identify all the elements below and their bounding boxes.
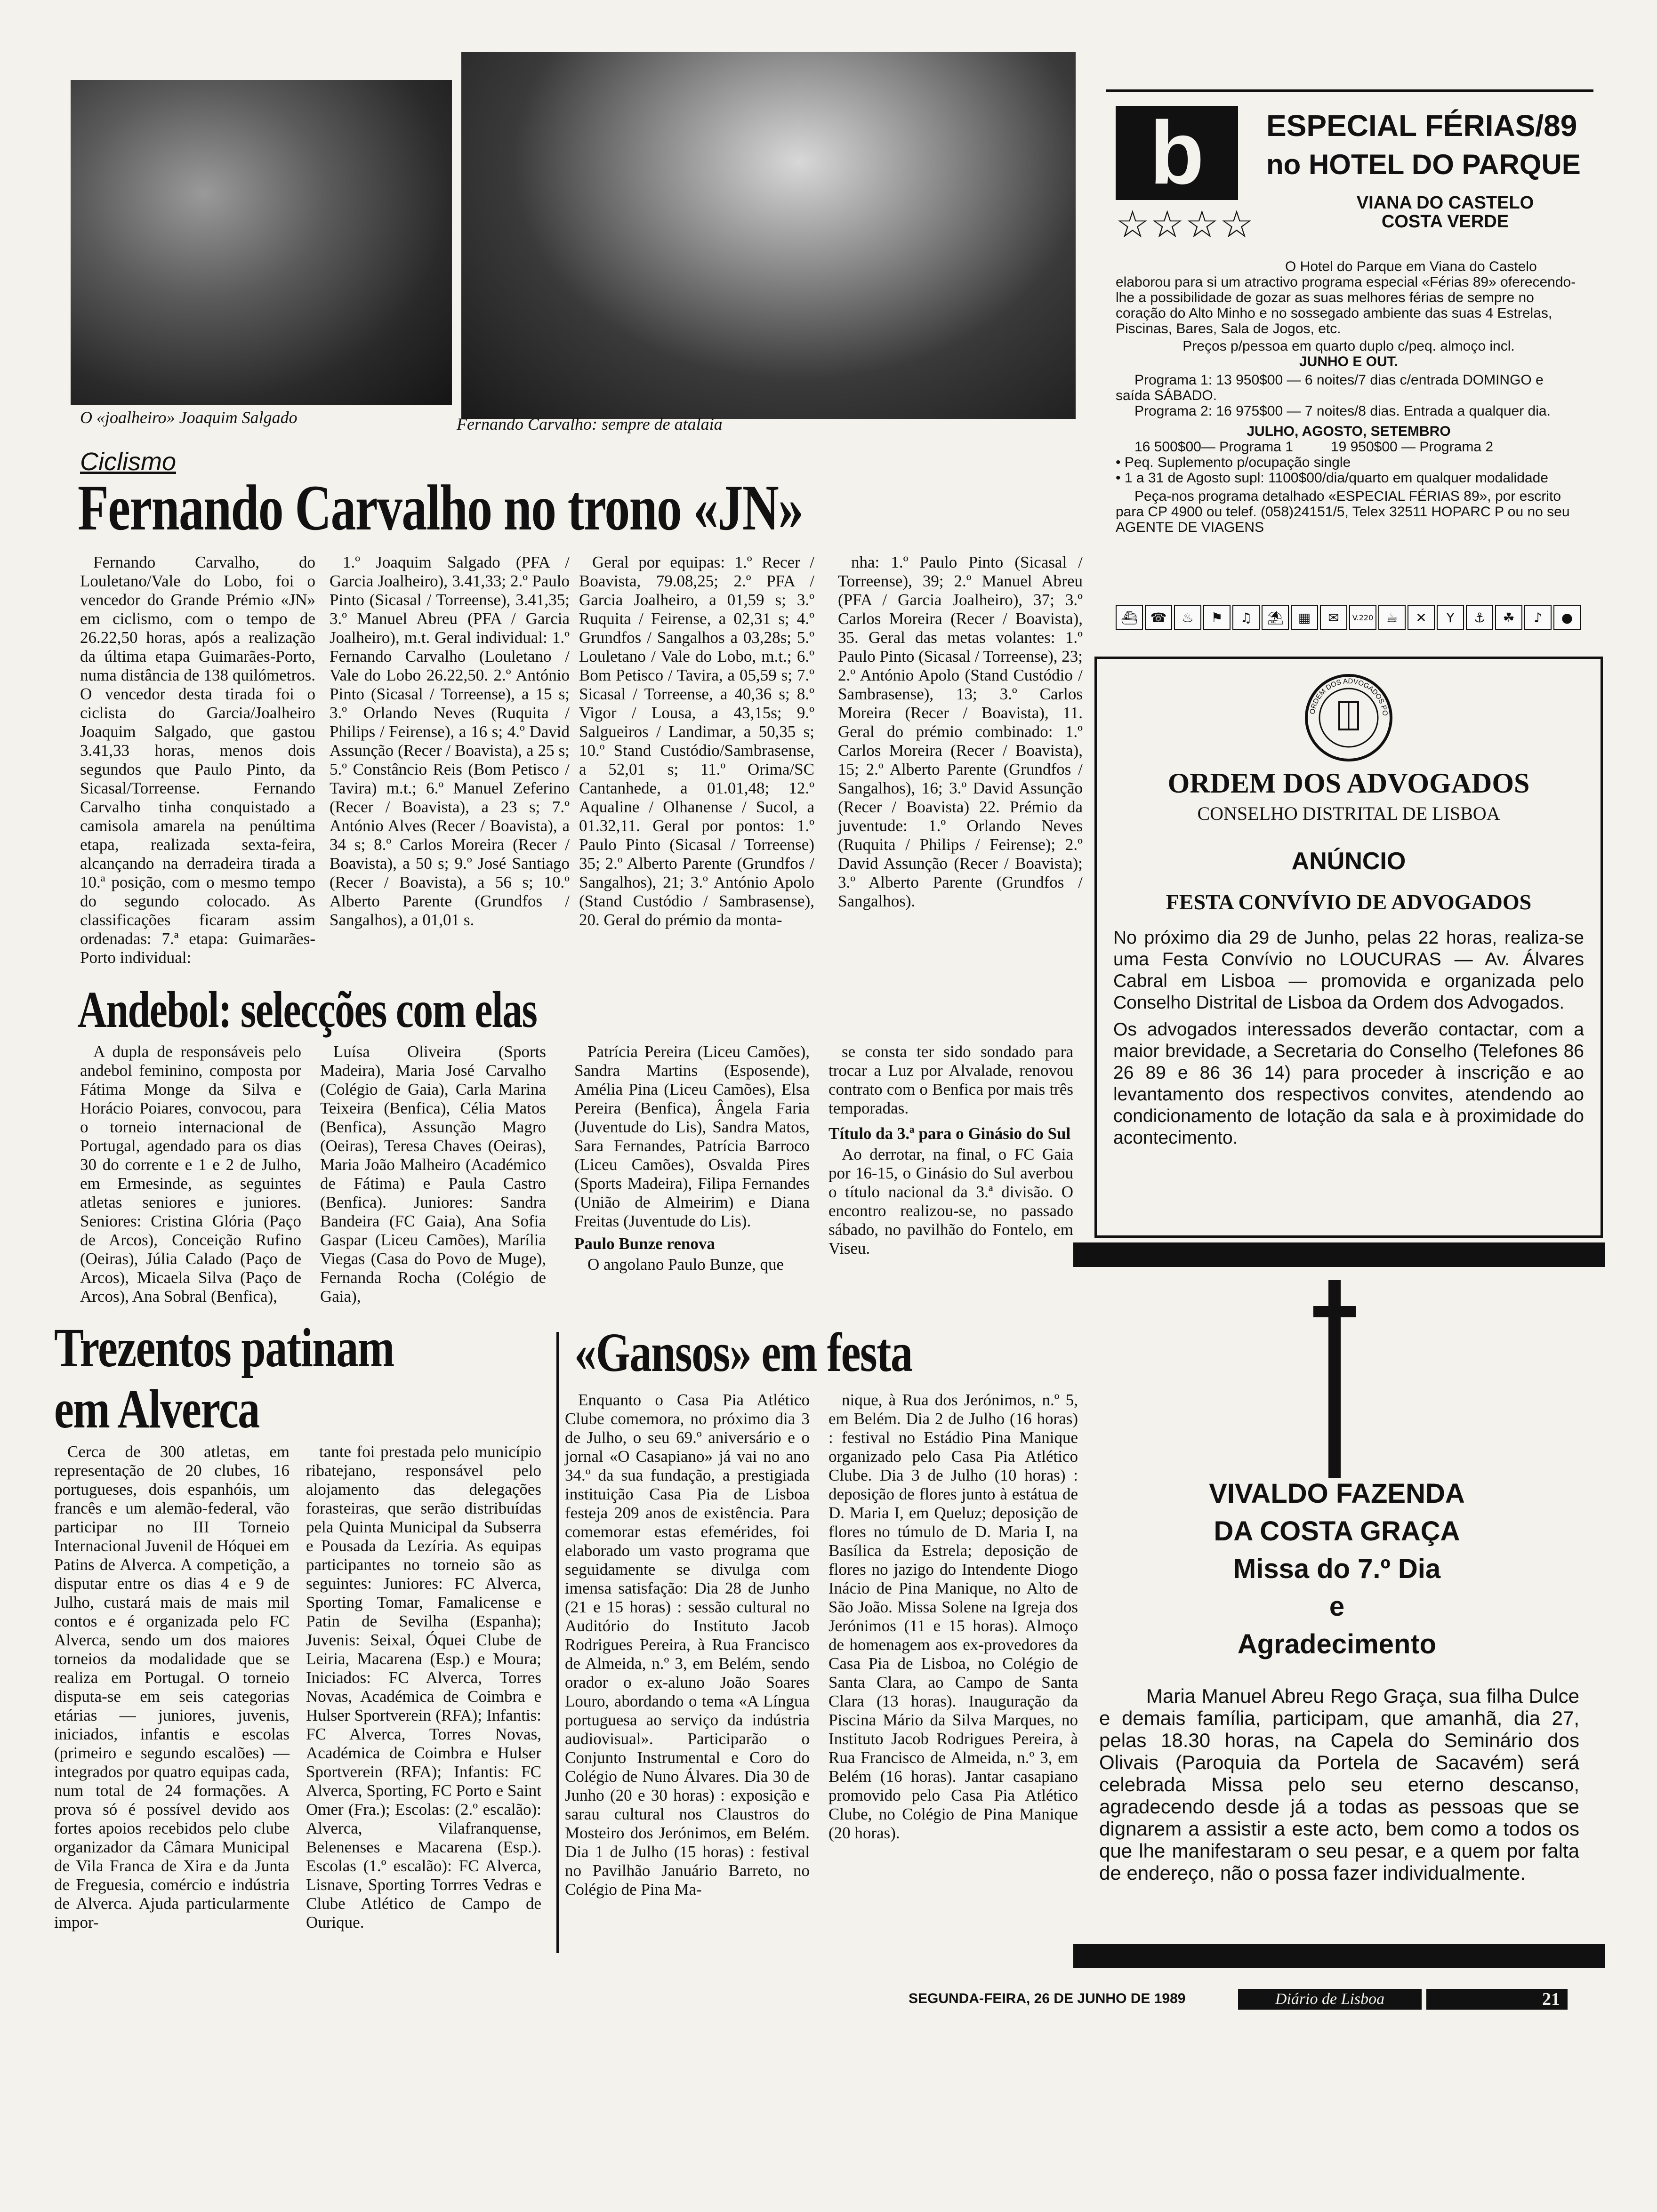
column-divider	[556, 1332, 559, 1953]
flag-icon: ⚑	[1203, 605, 1231, 630]
ferry-icon: ⛴	[1116, 605, 1143, 630]
ordem-para-1: No próximo dia 29 de Junho, pelas 22 horas, realiza-se uma Festa Convívio no LOUCURAS — Av. Álvares Cabral em Lisboa — promovida e organizada pelo Conselho Distrital de Lisboa da Ordem dos Advogados.	[1113, 928, 1584, 1013]
obituary-top-bar	[1073, 1242, 1605, 1267]
cycling-col-3-text: Geral por equipas: 1.º Recer / Boavista, 79.08,25; 2.º PFA / Garcia Joalheiro, a 01,59 s; 3.º Ruquita / Feirense, a 02,31 s; 4.º Grundfos / Sangalhos a 03,28s; 5.º Louletano / Vale do Lobo, m.t.; 6.º Bom Petisco / Tavira, a 05,59 s; 7.º Sicasal / Torreense, a 40,36 s; 8.º Vigor / Lousa, a 43,15s; 9.º Salgueiros / Landimar, a 50,35 s; 10.º Stand Custódio/Sambrasense, a 52,01 s; 11.º Orima/SC Cantanhede, a 01.01,48; 12.º Aqualine / Olhanense / Sucol, a 01.32,11. Geral por pontos: 1.º Paulo Pinto (Sicasal / Torreense) 35; 2.º Alberto Parente (Grundfos / Sangalhos), 21; 3.º António Apolo (Stand Custódio / Sambrasense), 20. Geral do prémio da monta-	[579, 553, 814, 929]
patinam-col-2	[306, 1443, 541, 1934]
hotel-note-2: • 1 a 31 de Agosto supl: 1100$00/dia/quarto em qualquer modalidade	[1116, 470, 1548, 486]
gansos-col-1-text: Enquanto o Casa Pia Atlético Clube comemora, no próximo dia 3 de Julho, o seu 69.º aniversário e o jornal «O Casapiano» já vai no ano 34.º da sua fundação, a prestigiada instituição Casa Pia de Lisboa festeja 209 anos de existência. Para comemorar estas efemérides, foi elaborado um vasto programa que seguidamente se divulga com imensa satisfação: Dia 28 de Junho (21 e 15 horas) : sessão cultural no Auditório do Instituto Jacob Rodrigues Pereira, à Rua Francisco de Almeida, n.º 3, em Belém, sendo orador o ex-aluno João Soares Louro, abordando o tema «A Língua portuguesa ao serviço da indústria audiovisual». Participarão o Conjunto Instrumental e Coro do Colégio de Nuno Álvares. Dia 30 de Junho (20 e 30 horas) : exposição e sarau cultural nos Claustros do Mosteiro dos Jerónimos, em Belém. Dia 1 de Julho (15 horas) : festival no Pavilhão Januário Barreto, no Colégio de Pina Ma-	[565, 1391, 810, 1899]
ordem-title: ORDEM DOS ADVOGADOS	[1167, 768, 1530, 799]
hotel-june-header: JUNHO E OUT.	[1299, 354, 1399, 369]
obituary-e: e	[1329, 1591, 1345, 1622]
hotel-logo-letter: b	[1149, 103, 1205, 203]
hotel-ad-title: ESPECIAL FÉRIAS/89	[1266, 109, 1577, 143]
mail-icon: ✉	[1320, 605, 1347, 630]
obituary-body: Maria Manuel Abreu Rego Graça, sua filha Dulce e demais família, participam, que amanhã, dia 27, pelas 18.30 horas, na Capela do Seminário dos Olivais (Paroquia da Portela de Sacavém) será celebrada Missa pelo seu eterno descanso, agradecendo desde já a todas as pessoas que se dignarem a assistir a este acto, bem como a todos os que lhe manifestaram o seu pesar, e a quem por falta de endereço, não o possa fazer individualmente.	[1099, 1685, 1579, 1884]
andebol-subhead-bunze: Paulo Bunze renova	[574, 1234, 715, 1253]
gansos-headline: «Gansos» em festa	[574, 1322, 912, 1383]
footer-paper-name	[1238, 1989, 1422, 2010]
andebol-col-3-tail: O angolano Paulo Bunze, que	[587, 1255, 784, 1274]
andebol-col-2	[320, 1042, 546, 1308]
patinam-headline-2: em Alverca	[54, 1378, 259, 1440]
hotel-amenities	[1116, 605, 1583, 630]
patinam-headline-1: Trezentos patinam	[54, 1317, 394, 1378]
cycling-col-2	[330, 553, 570, 931]
top-rule	[1106, 89, 1593, 92]
andebol-col-4	[828, 1042, 1073, 1260]
patinam-col-1-text: Cerca de 300 atletas, em representação de 20 clubes, 16 portugueses, dois espanhóis, um francês e um alemão-federal, vão participar no III Torneio Internacional Juvenil de Hóquei em Patins de Alverca. A competição, a disputar entre os dias 4 e 9 de Julho, custará mais de mais mil contos e é organizada pelo FC Alverca, sendo um dos maiores torneios da modalidade que se realiza em Portugal. O torneio disputa-se em seis categorias etárias — juniores, juvenis, iniciados, infantis e escolas (primeiro e segundo escalões) — integrados por quatro equipas cada, num total de 24 formações. A prova só é possível devido aos fortes apoios recebidos pelo clube organizador da Câmara Municipal de Vila Franca de Xira e da Junta de Freguesia, comércio e indústria de Alverca. Ajuda particularmente impor-	[54, 1443, 290, 1931]
voltage-icon: V.220	[1349, 605, 1376, 630]
hot-springs-icon: ♨	[1174, 605, 1201, 630]
gansos-col-2	[828, 1391, 1078, 1844]
cycling-col-1-text: Fernando Carvalho, do Louletano/Vale do Lobo, foi o vencedor do Grande Prémio «JN» em ciclismo, com o tempo de 26.22,50 horas, após a realização da última etapa Guimarães-Porto, numa distância de 138 quilómetros. O vencedor desta tirada foi o ciclista do Garcia/Joalheiro Joaquim Salgado, que gastou 3.41,33 horas, menos dois segundos que Paulo Pinto, da Sicasal/Torreense. Fernando Carvalho tinha conquistado a camisola amarela na penúltima etapa, realizada sexta-feira, alcançando na derradeira tirada a 10.ª posição, com o mesmo tempo do segundo colocado. As classificações ficaram assim ordenadas: 7.ª etapa: Guimarães-Porto individual:	[80, 553, 315, 967]
footer-date: SEGUNDA-FEIRA, 26 DE JUNHO DE 1989	[909, 1991, 1186, 2006]
music-icon: ♫	[1232, 605, 1260, 630]
andebol-col-1-text: A dupla de responsáveis pelo andebol feminino, composta por Fátima Monge da Silva e Horácio Poiares, convocou, para o torneio internacional de Portugal, agendado para os dias 30 do corrente e 1 e 2 de Julho, em Ermesinde, as seguintes atletas seniores e juniores. Seniores: Cristina Glória (Paço de Arcos), Conceição Rufino (Oeiras), Júlia Calado (Paço de Arcos), Micaela Silva (Paço de Arcos), Ana Sobral (Benfica),	[80, 1042, 301, 1306]
hotel-logo	[1116, 103, 1238, 203]
hotel-contact: Peça-nos programa detalhado «ESPECIAL FÉRIAS 89», por escrito para CP 4900 ou telef. (058)24151/5, Telex 32511 HOPARC P ou no seu AGENTE DE VIAGENS	[1116, 489, 1570, 535]
cycling-col-4-text: nha: 1.º Paulo Pinto (Sicasal / Torreense), 39; 2.º Manuel Abreu (PFA / Garcia Joalheiro), 37; 3.º Carlos Moreira (Recer / Boavista), 35. Geral das metas volantes: 1.º Paulo Pinto (Sicasal / Torreense), 23; 2.º António Apolo (Stand Custódio / Sambrasense), 13; 3.º Carlos Moreira (Recer / Boavista), 11. Geral do prémio combinado: 1.º Carlos Moreira (Recer / Boavista), 15; 2.º Alberto Parente (Grundfos / Sangalhos), 16; 3.º David Assunção (Recer / Boavista) 22. Prémio da juventude: 1.º Orlando Neves (Ruquita / Philips / Feirense); 2.º David Assunção (Recer / Boavista); 3.º Alberto Parente (Grundfos / Sangalhos).	[838, 553, 1083, 910]
andebol-col-3	[574, 1042, 810, 1276]
hotel-body	[1116, 259, 1582, 535]
hotel-ad-subtitle: no HOTEL DO PARQUE	[1266, 149, 1581, 180]
obituary-bottom-bar	[1073, 1944, 1605, 1968]
hotel-prog-1: Programa 1: 13 950$00 — 6 noites/7 dias c/entrada DOMINGO e saída SÁBADO.	[1116, 372, 1544, 403]
hotel-summer-p2: 19 950$00 — Programa 2	[1330, 439, 1494, 455]
ordem-para-2: Os advogados interessados deverão contactar, com a maior brevidade, a Secretaria do Conselho (Telefones 86 26 89 e 86 36 14) para proceder à inscrição e ao levantamento dos respectivos convites, atendendo ao condicionamento de lotação da sala e à proximidade do acontecimento.	[1113, 1019, 1584, 1148]
note-icon: ♪	[1524, 605, 1552, 630]
photo-fernando-carvalho	[461, 52, 1076, 419]
obituary-name-2: DA COSTA GRAÇA	[1214, 1516, 1460, 1547]
plant-icon: ☘	[1495, 605, 1522, 630]
footer-paper-name-text: Diário de Lisboa	[1275, 1990, 1385, 2008]
obituary-name-1: VIVALDO FAZENDA	[1209, 1478, 1465, 1509]
footer-page-number	[1426, 1989, 1568, 2010]
cocktail-icon: Y	[1437, 605, 1464, 630]
andebol-col-4-text: se consta ter sido sondado para trocar a Luz por Alvalade, renovou contrato com o Benfica por mais três temporadas.	[828, 1042, 1073, 1117]
ordem-seal-icon	[1304, 673, 1393, 762]
ordem-ad	[1094, 657, 1603, 1238]
hotel-location-2: COSTA VERDE	[1381, 212, 1509, 232]
cross-icon	[1313, 1280, 1356, 1478]
phone-icon: ☎	[1145, 605, 1172, 630]
photo-caption-right: Fernando Carvalho: sempre de atalaia	[457, 415, 723, 433]
hotel-intro: O Hotel do Parque em Viana do Castelo elaborou para si um atractivo programa especial «Férias 89» oferecendo-lhe a possibilidade de gozar as suas melhores férias de sempre no coração do Alto Minho e no sossegado ambiente das suas 4 Estrelas, Piscinas, Bares, Sala de Jogos, etc.	[1116, 259, 1576, 337]
cycling-col-1	[80, 553, 315, 969]
andebol-subhead-ginasio: Título da 3.ª para o Ginásio do Sul	[828, 1124, 1071, 1143]
hotel-stars: ☆☆☆☆	[1116, 202, 1255, 246]
gansos-col-1	[565, 1391, 810, 1901]
beach-icon: ⛱	[1262, 605, 1289, 630]
anchor-icon: ⚓	[1466, 605, 1493, 630]
obituary-missa: Missa do 7.º Dia	[1233, 1554, 1441, 1584]
andebol-col-4-tail: Ao derrotar, na final, o FC Gaia por 16-15, o Ginásio do Sul averbou o título nacional da 3.ª divisão. O encontro realizou-se, no passado sábado, no pavilhão do Fontelo, em Viseu.	[828, 1145, 1073, 1258]
photo-joaquim-salgado	[71, 80, 452, 405]
hotel-prog-2: Programa 2: 16 975$00 — 7 noites/8 dias. Entrada a qualquer dia.	[1134, 403, 1551, 419]
ordem-label: ANÚNCIO	[1291, 848, 1406, 875]
section-kicker: Ciclismo	[80, 448, 177, 476]
hotel-prices-line: Preços p/pessoa em quarto duplo c/peq. almoço incl.	[1182, 338, 1515, 354]
hotel-location-1: VIANA DO CASTELO	[1356, 193, 1534, 213]
andebol-headline: Andebol: selecções com elas	[78, 981, 537, 1038]
andebol-col-2-text: Luísa Oliveira (Sports Madeira), Maria José Carvalho (Colégio de Gaia), Carla Marina Teixeira (Benfica), Célia Matos (Benfica), Assunção Magro (Oeiras), Teresa Chaves (Oeiras), Maria João Malheiro (Académico de Fátima) e Paula Castro (Benfica). Juniores: Sandra Bandeira (FC Gaia), Ana Sofia Gaspar (Liceu Camões), Marília Viegas (Casa do Povo de Muge), Fernanda Rocha (Colégio de Gaia),	[320, 1042, 546, 1306]
gansos-col-2-text: nique, à Rua dos Jerónimos, n.º 5, em Belém. Dia 2 de Julho (16 horas) : festival no Estádio Pina Manique organizado pelo Casa Pia Atlético Clube. Dia 3 de Julho (10 horas) : deposição de flores junto à estátua de D. Maria I, em Queluz; deposição de flores no túmulo de D. Maria I, na Basílica da Estrela; deposição de flores no jazigo do Intendente Diogo Inácio de Pina Manique, no Alto de São João. Missa Solene na Igreja dos Jerónimos (11 e 15 horas). Almoço de homenagem aos ex-provedores da Casa Pia de Lisboa, no Colégio de Santa Clara, ao Campo de Santa Clara (13 horas). Inauguração da Piscina Mário da Silva Marques, no Instituto Jacob Rodrigues Pereira, à Rua Francisco de Almeida, n.º 3, em Belém (16 horas). Jantar casapiano promovido pelo Casa Pia Atlético Clube, no Colégio de Pina Manique (20 horas).	[828, 1391, 1078, 1842]
ordem-event: FESTA CONVÍVIO DE ADVOGADOS	[1166, 890, 1532, 914]
cycling-col-4	[838, 553, 1083, 913]
cycling-col-2-text: 1.º Joaquim Salgado (PFA / Garcia Joalheiro), 3.41,33; 2.º Paulo Pinto (Sicasal / Torreense), 3.41,35; 3.º Manuel Abreu (PFA / Garcia Joalheiro), m.t. Geral individual: 1.º Fernando Carvalho (Louletano / Vale do Lobo 26.22,50. 2.º António Pinto (Sicasal / Torreense), a 15 s; 3.º Orlando Neves (Ruquita / Philips / Feirense), a 16 s; 4.º David Assunção (Recer / Boavista), a 25 s; 5.º Constâncio Reis (Bom Petisco / Tavira) m.t.; 6.º Manuel Zeferino (Recer / Boavista), a 23 s; 7.º António Alves (Recer / Boavista), a 34 s; 8.º Carlos Moreira (Recer / Boavista), a 50 s; 9.º José Santiago (Recer / Boavista), a 56 s; 10.º Alberto Parente (Grundfos / Sangalhos), a 01,01 s.	[330, 553, 570, 929]
hotel-summer-header: JULHO, AGOSTO, SETEMBRO	[1247, 424, 1451, 439]
hotel-ad	[1106, 96, 1593, 647]
coffee-icon: ☕	[1378, 605, 1406, 630]
hotel-summer-p1: 16 500$00— Programa 1	[1134, 439, 1293, 455]
andebol-col-3-text: Patrícia Pereira (Liceu Camões), Sandra Martins (Esposende), Amélia Pina (Liceu Camões), Elsa Pereira (Benfica), Ângela Faria (Juventude do Lis), Sandra Matos, Sara Fernandes, Patrícia Barroco (Liceu Camões), Osvalda Pires (Sports Madeira), Filipa Fernandes (União de Almeirim) e Diana Freitas (Juventude do Lis).	[574, 1042, 810, 1230]
hotel-note-1: • Peq. Suplemento p/ocupação single	[1116, 455, 1351, 470]
cycling-headline: Fernando Carvalho no trono «JN»	[78, 472, 803, 544]
ordem-seal-text: ORDEM DOS ADVOGADOS PO	[1308, 677, 1390, 717]
patinam-col-2-text: tante foi prestada pelo município ribatejano, responsável pelo alojamento das delegações forasteiras, que serão distribuídas pela Quinta Municipal da Subserra e Pousada da Lezíria. As equipas participantes no torneio são as seguintes: Juniores: FC Alverca, Sporting Tomar, Famalicense e Patin de Sevilha (Espanha); Juvenis: Seixal, Óquei Clube de Leiria, Macarena (Esp.) e Moura; Iniciados: FC Alverca, Torres Novas, Académica de Coimbra e Hulser Sportverein (RFA); Infantis: FC Alverca, Torres Novas, Académica de Coimbra e Hulser Sportverein (RFA); Infantis: FC Alverca, Sporting, FC Porto e Saint Omer (Fra.); Escolas: (2.º escalão): Alverca, Vilafranquense, Belenenses e Macarena (Esp.). Escolas (1.º escalão): FC Alverca, Lisnave, Sporting Torrres Vedras e Clube Atlético de Campo de Ourique.	[306, 1443, 541, 1931]
tv-icon: ▦	[1291, 605, 1318, 630]
hotel-summer-prices	[1116, 439, 1582, 455]
photo-caption-left: O «joalheiro» Joaquim Salgado	[80, 408, 298, 427]
obituary-agradecimento: Agradecimento	[1237, 1629, 1437, 1659]
cross-icon: ✕	[1408, 605, 1435, 630]
dot-icon: ●	[1553, 605, 1581, 630]
andebol-col-1	[80, 1042, 301, 1308]
patinam-col-1	[54, 1443, 290, 1934]
footer-page-text: 21	[1542, 1989, 1560, 2009]
cycling-col-3	[579, 553, 814, 931]
ordem-subtitle: CONSELHO DISTRITAL DE LISBOA	[1197, 803, 1500, 824]
